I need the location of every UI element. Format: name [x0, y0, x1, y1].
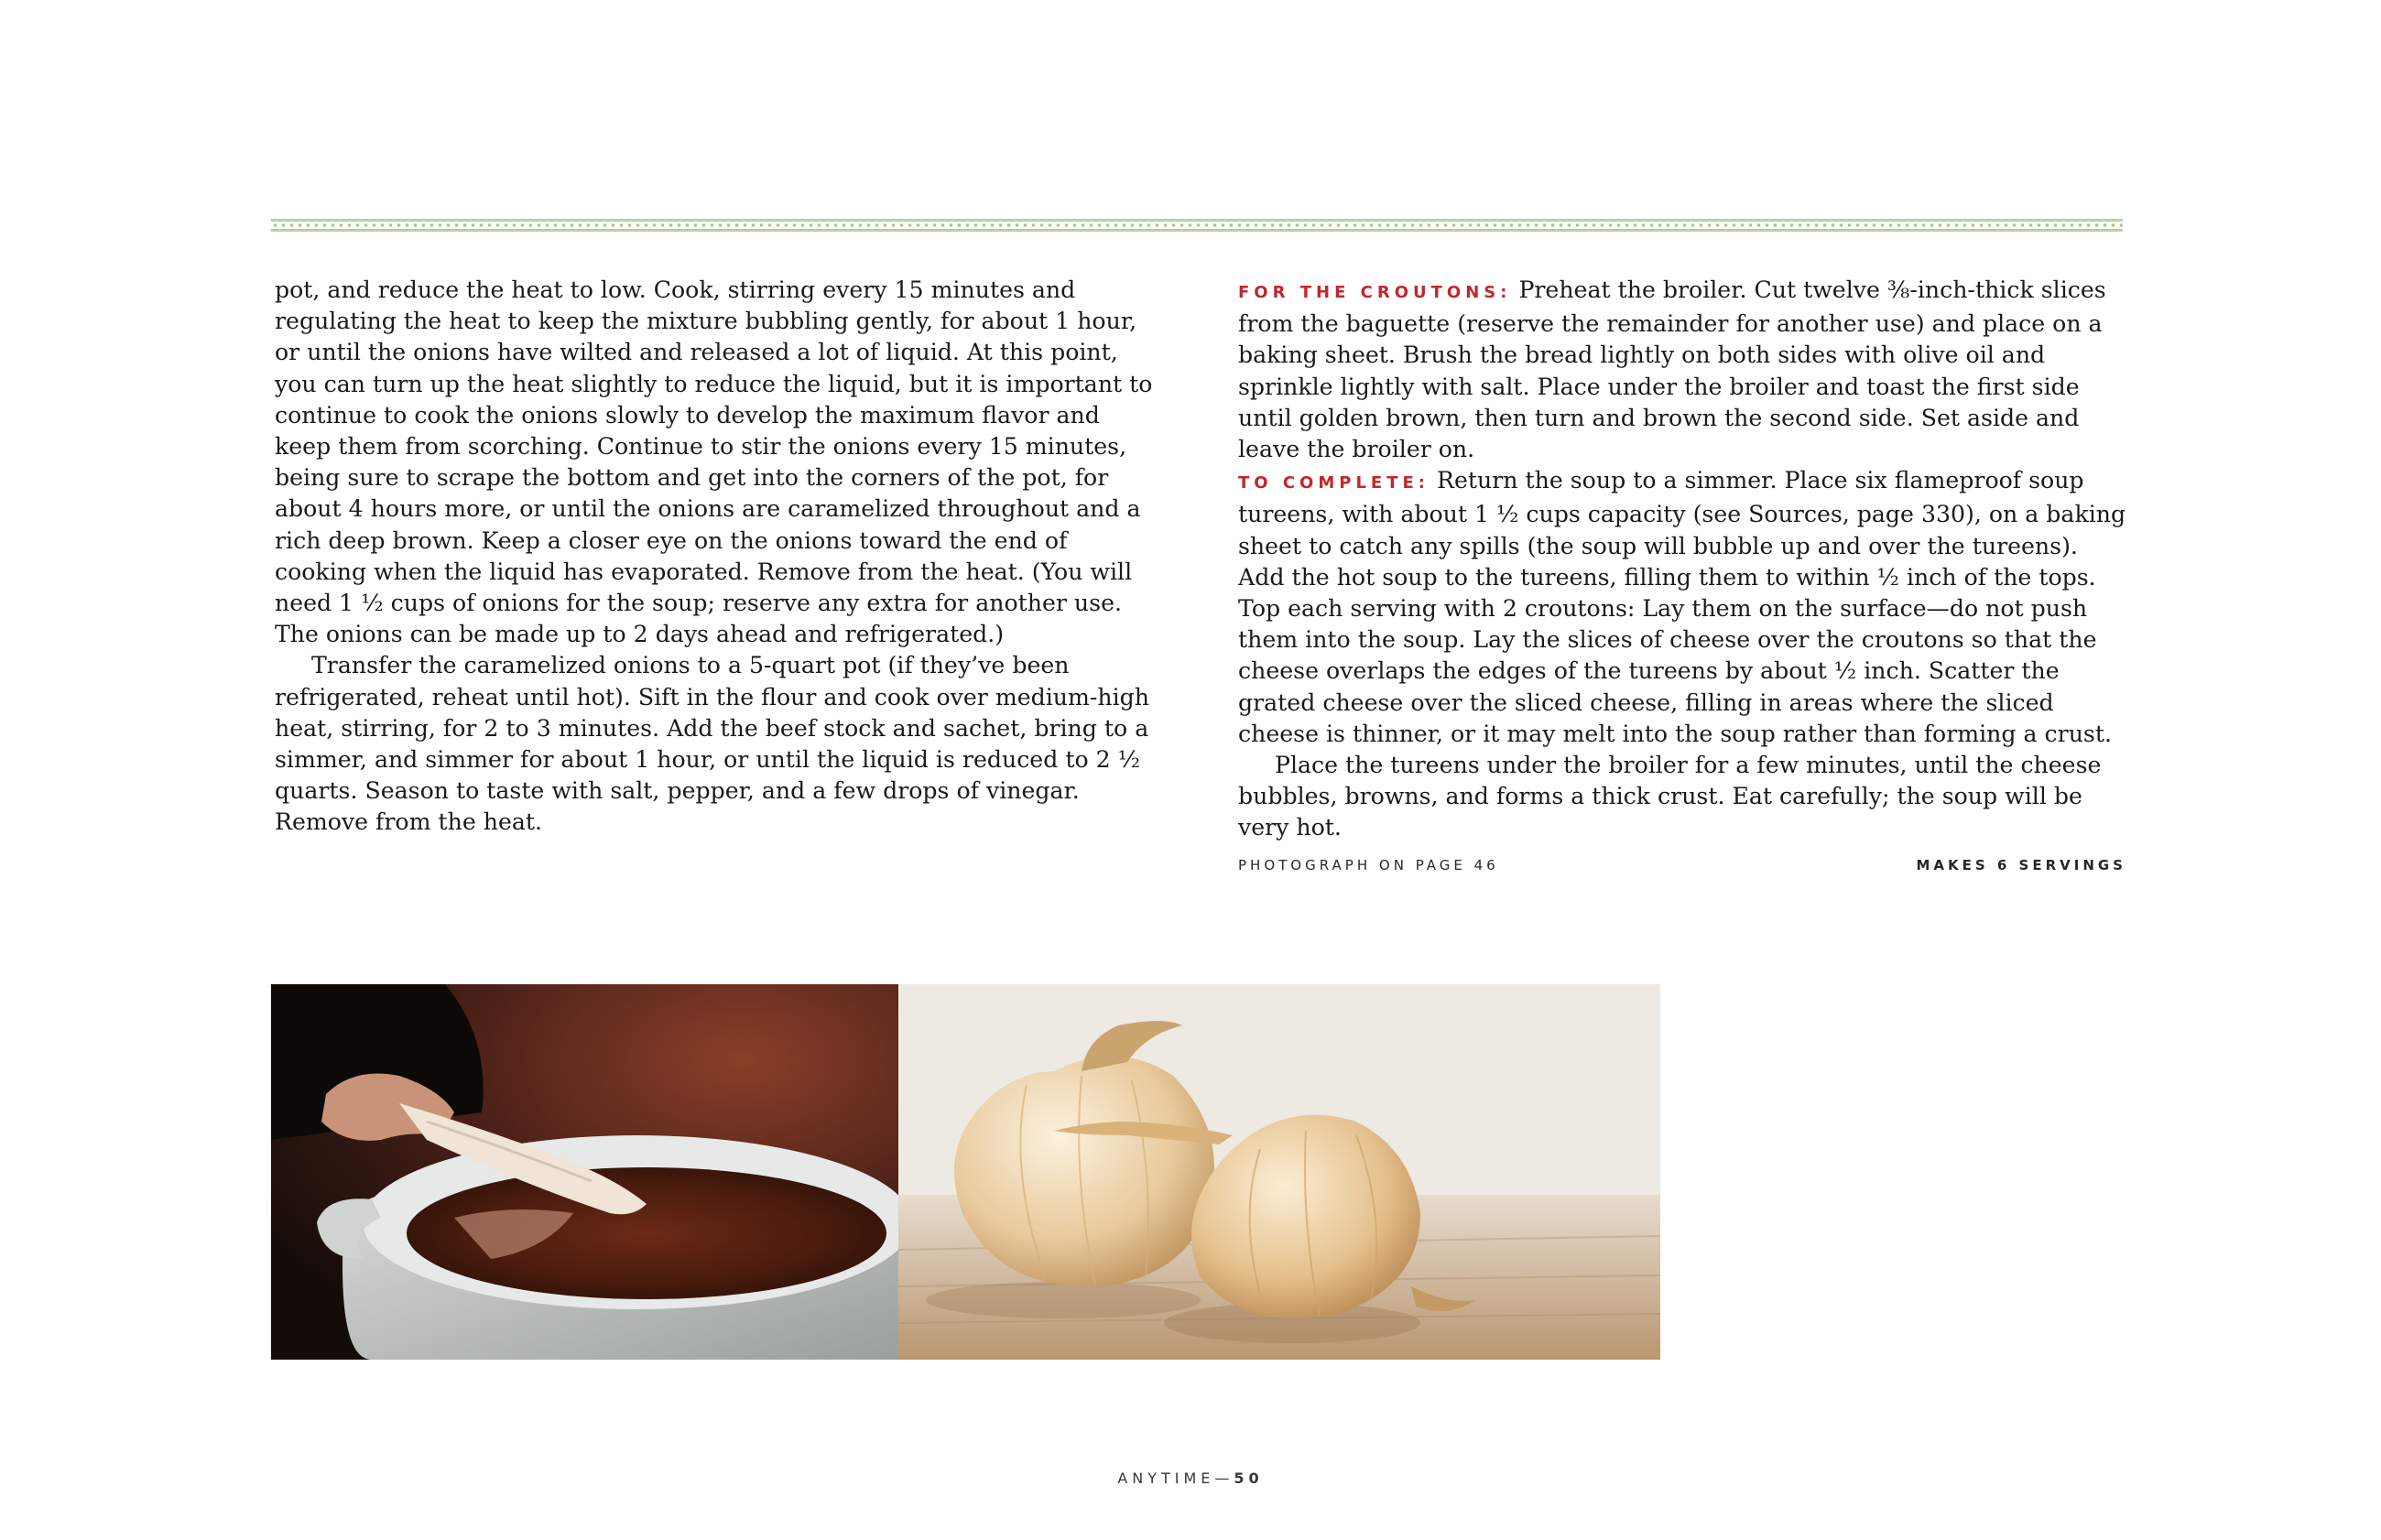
photo-onions: [898, 984, 1660, 1360]
left-column: [275, 275, 1163, 839]
decorative-rule: [271, 219, 2123, 232]
croutons-text: Preheat the broiler. Cut twelve ⅜-inch-thick slices from the baguette (reserve the remainder for another use) and place on a baking sheet. Brush the bread lightly on both sides with olive oil and sprinkle lightly with salt. Place under the broiler and toast the first side until golden brown, then turn and brown the second side. Set aside and leave the broiler on.: [1238, 277, 2106, 463]
page-number: 50: [1234, 1470, 1264, 1487]
page-folio: [0, 1470, 2381, 1487]
pot-illustration: [271, 984, 898, 1360]
folio-dash: —: [1214, 1470, 1234, 1487]
photo-reference: PHOTOGRAPH ON PAGE 46: [1238, 856, 1499, 873]
complete-text: Return the soup to a simmer. Place six flameproof soup tureens, with about 1 ½ cups capacity (see Sources, page 330), on a baking sheet to catch any spills (the soup will bubble up and over the tureens). Add the hot soup to the tureens, filling them to within ½ inch of the tops. Top each serving with 2 croutons: Lay them on the surface—do not push them into the soup. Lay the slices of cheese over the croutons so that the cheese overlaps the edges of the tureens by about ½ inch. Scatter the grated cheese over the sliced cheese, filling in areas where the sliced cheese is thinner, or it may melt into the soup rather than forming a crust.: [1238, 467, 2126, 747]
croutons-label: FOR THE CROUTONS:: [1238, 283, 1512, 302]
paragraph-croutons: [1238, 275, 2126, 465]
onions-illustration: [898, 984, 1660, 1360]
complete-label: TO COMPLETE:: [1238, 473, 1430, 493]
photo-stirring-onions: [271, 984, 898, 1360]
paragraph-onions-cooking: pot, and reduce the heat to low. Cook, stirring every 15 minutes and regulating the heat to keep the mixture bubbling gently, for about 1 hour, or until the onions have wilted and released a lot of liquid. At this point, you can turn up the heat slightly to reduce the liquid, but it is important to continue to cook the onions slowly to develop the maximum flavor and keep them from scorching. Continue to stir the onions every 15 minutes, being sure to scrape the bottom and get into the corners of the pot, for about 4 hours more, or until the onions are caramelized throughout and a rich deep brown. Keep a closer eye on the onions toward the end of cooking when the liquid has evaporated. Remove from the heat. (You will need 1 ½ cups of onions for the soup; reserve any extra for another use. The onions can be made up to 2 days ahead and refrigerated.): [275, 277, 1153, 648]
folio-section: ANYTIME: [1117, 1470, 1215, 1487]
right-column: [1238, 275, 2126, 881]
paragraph-complete: [1238, 465, 2126, 750]
paragraph-broil: Place the tureens under the broiler for a few minutes, until the cheese bubbles, browns, and forms a thick crust. Eat carefully; the soup will be very hot.: [1238, 752, 2102, 841]
recipe-footer: [1238, 850, 2126, 881]
servings-note: MAKES 6 SERVINGS: [1916, 856, 2126, 873]
paragraph-soup-base: Transfer the caramelized onions to a 5-quart pot (if they’ve been refrigerated, reheat until hot). Sift in the flour and cook over medium-high heat, stirring, for 2 to 3 minutes. Add the beef stock and sachet, bring to a simmer, and simmer for about 1 hour, or until the liquid is reduced to 2 ½ quarts. Season to taste with salt, pepper, and a few drops of vinegar. Remove from the heat.: [275, 652, 1150, 836]
